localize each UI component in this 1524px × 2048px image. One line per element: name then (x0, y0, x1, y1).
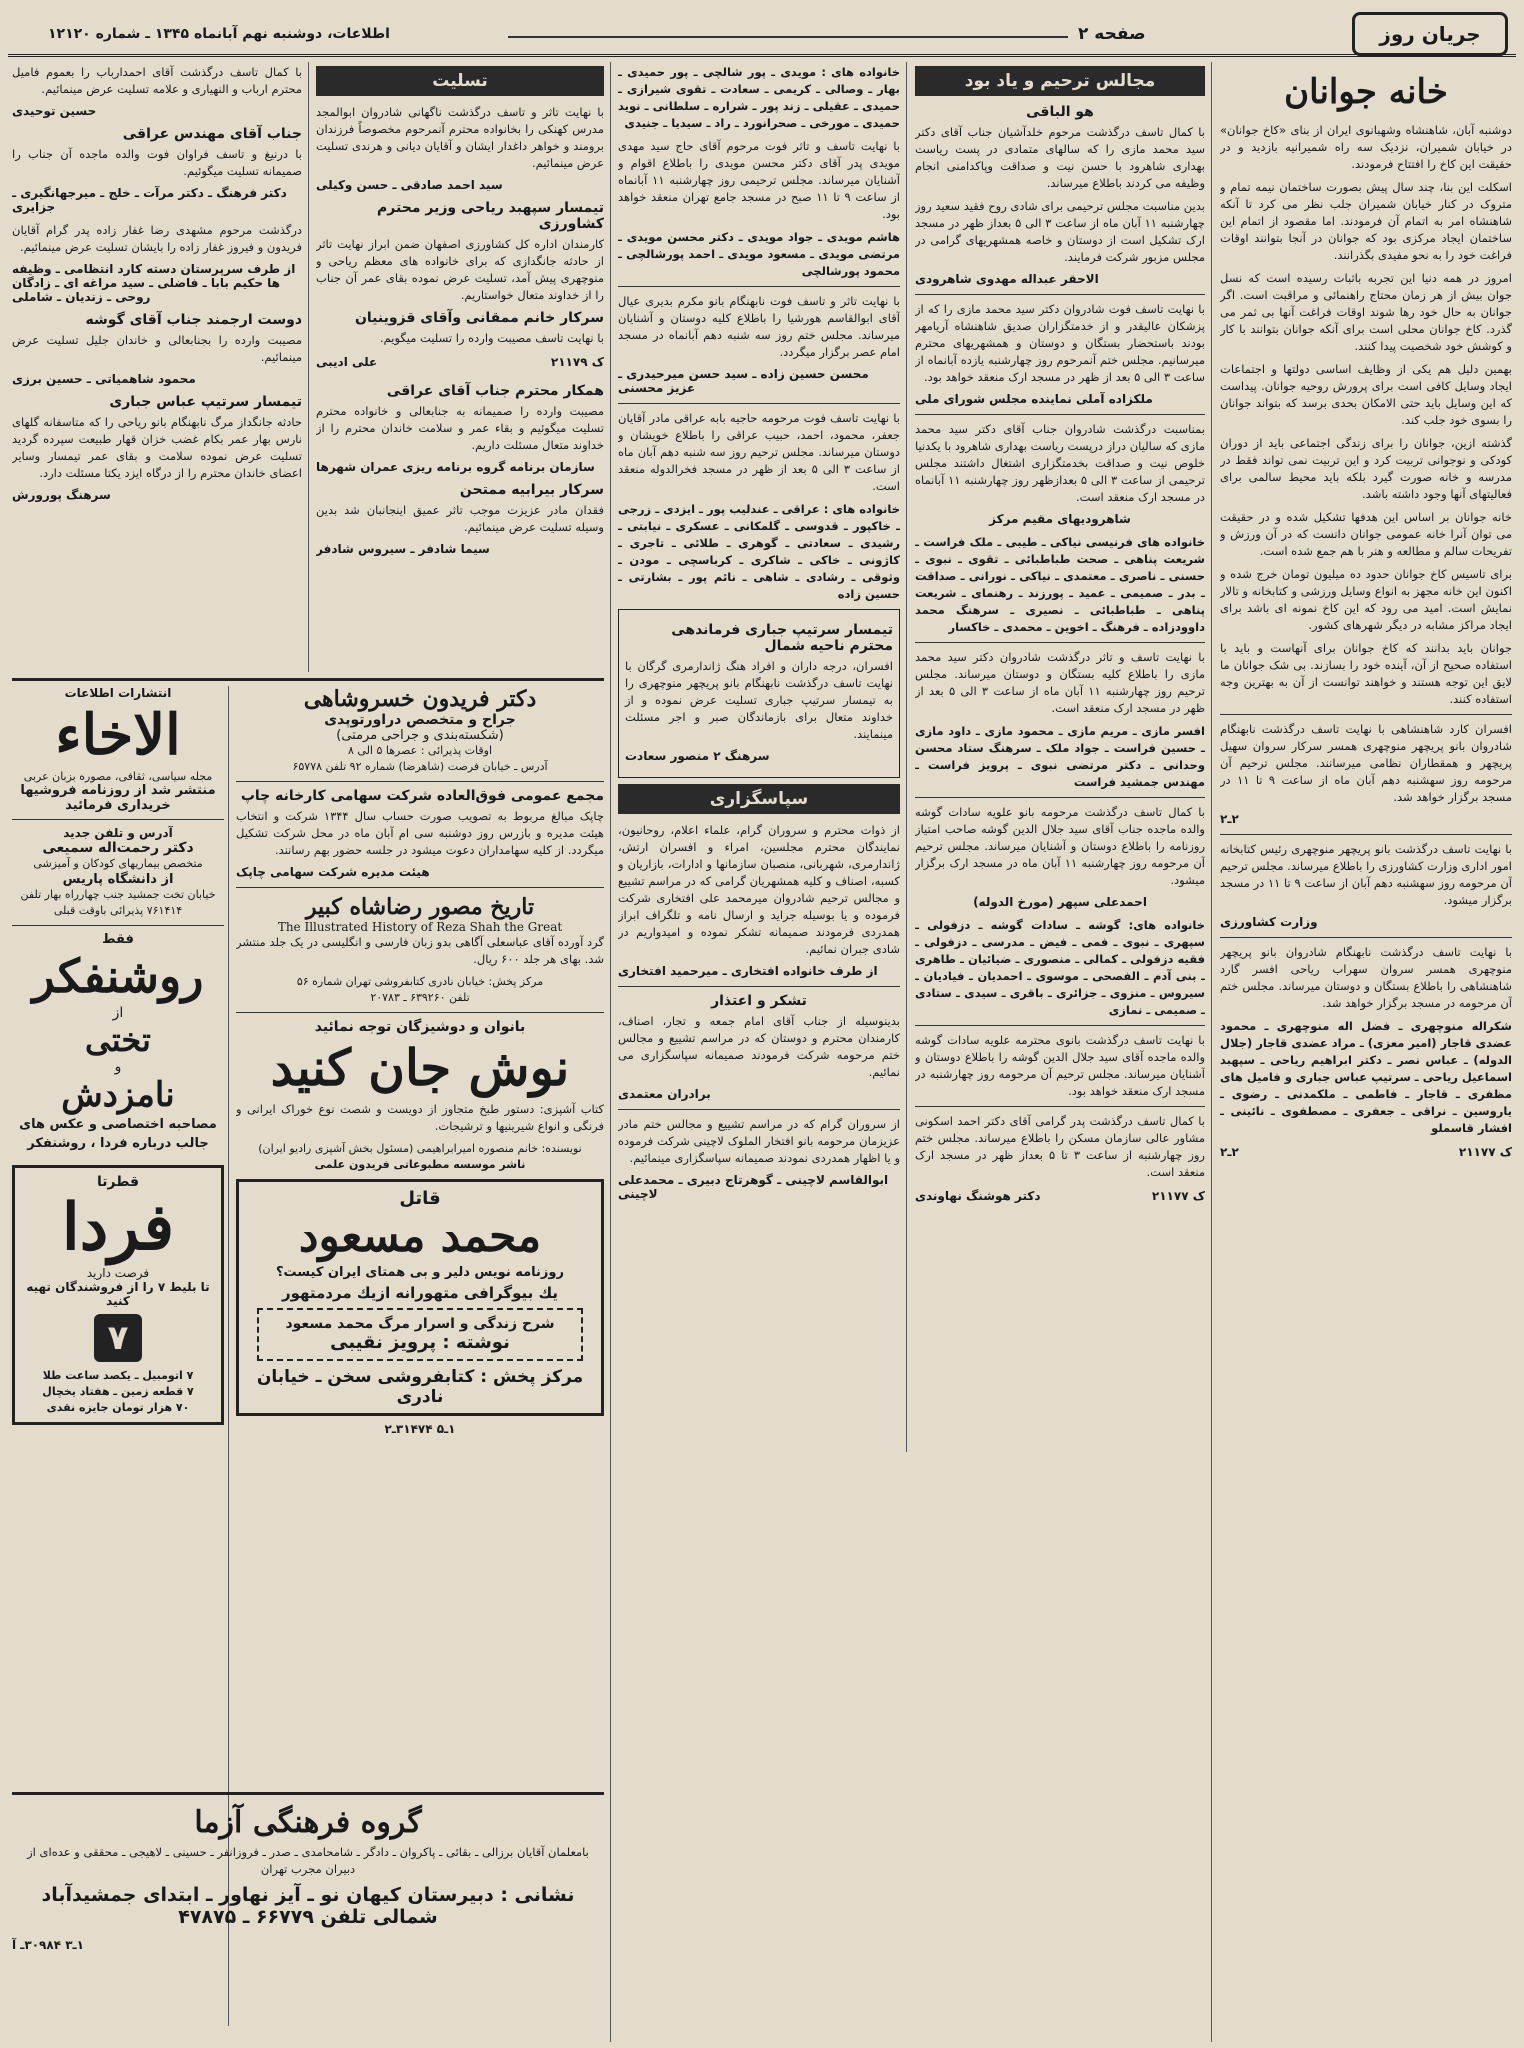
column-editorial (1220, 64, 1512, 2039)
editorial-paragraph: بهمین دلیل هم یکی از وظایف اساسی دولتها و اجتماعات ایجاد وسایل کافی است برای پرورش روحیه جوانان. پیداست که این وسایل باید حتی الامکان بحدی برسد که بتواند جوانان را بسوی خود جلب کند. (1220, 362, 1512, 427)
header-rule (508, 36, 1068, 38)
section-box: جریان روز (1352, 12, 1508, 56)
ad-roshanfekr-l1: از (112, 1005, 124, 1021)
memorial-families: خانواده های : مویدی ـ پور شالچی ـ پور حمیدی ـ بهار ـ وصالی ـ کریمی ـ سعادت ـ تقوی شیرازی ـ حمیدی ـ عقیلی ـ زند پور ـ شراره ـ سلطانی ـ نوید حمیدی ـ مورخی ـ صحرانورد ـ راد ـ سیدیا ـ جنیدی (618, 65, 900, 130)
ad-clinic (12, 826, 224, 919)
memorial-signature: الاحقر عبداله مهدوی شاهرودی (915, 272, 1099, 286)
ad-farda-line: ۷ اتومبیل ـ یکصد ساعت طلا (42, 1369, 194, 1382)
ad-massoud-author: نوشته : پرویز نقیبی (330, 1332, 510, 1353)
ad-farda-sub: فرصت دارید (86, 1266, 150, 1280)
memorial-families: خانواده های : عراقی ـ عندلیب پور ـ ایزدی ـ زرجی ـ خاکپور ـ قدوسی ـ گلمکانی ـ عسکری ـ نیابتی ـ رشیدی ـ سعادتی ـ گوهری ـ طلائی ـ تاجری ـ کاژونی ـ خاکی ـ شاکری ـ کرباسچی ـ مودن ـ وثوقی ـ رشادی ـ شاهی ـ نائم پور ـ بشارتی ـ حسین زاده (618, 502, 900, 601)
ad-roshanfekr-l3: و (114, 1059, 122, 1075)
ad-azma-title: گروه فرهنگی آزما (194, 1805, 422, 1840)
memorial-families: خانواده های: گوشه ـ سادات گوشه ـ دزفولی ـ سپهری ـ نبوی ـ فمی ـ فیض ـ مدرسی ـ دزفولی ـ فقیه دزفولی ـ کمالی ـ منصوری ـ ضیائیان ـ طاهری ـ بنی آدم ـ الفصحی ـ موسوی ـ احمدیان ـ فیادیان ـ سیروس ـ منزوی ـ جزائری ـ باقری ـ سیدی ـ ستادی ـ صمیمی ـ نمازی (915, 918, 1205, 1017)
memorial-signature: محسن حسین زاده ـ سید حسن میرحیدری ـ عزیز محسنی (618, 367, 869, 395)
condolence-signature: سرهنگ ۲ منصور سعادت (625, 749, 770, 763)
ad-ekha-text: مجله سیاسی، ثقافی، مصوره بزبان عربی (23, 770, 213, 783)
thanks-signature: ابوالقاسم لاچینی ـ گوهرتاج دبیری ـ محمدعلی لاچینی (618, 1173, 889, 1201)
condolence-title: سرکار بیرابیه ممتحن (459, 482, 604, 498)
ad-massoud (236, 1179, 604, 1416)
condolence-text: کارمندان اداره کل کشاورزی اصفهان ضمن ابراز نهایت تاثر از حادثه جانگدازی که برای خانواده های معظم ریاحی و منوچهری پیش آمد، تسلیت عرض نموده بقای عمر آن جناب را از خداوند متعال خواستاریم. (316, 237, 604, 302)
divider (1220, 714, 1512, 715)
ad-ekha-text2: منتشر شد از روزنامه فروشیها خریداری فرمائید (20, 783, 216, 813)
divider (915, 1025, 1205, 1026)
notice-signature: ۲ـ۲ (1220, 1145, 1239, 1159)
condolence-signature: محمود شاهمیاتی ـ حسین برزی (12, 372, 196, 386)
editorial-paragraph: جوانان باید بدانند که کاخ جوانان برای آنهاست و باید با استفاده صحیح از آن، آینده خود را بسازند. بی شک جوانان ما لایق این توجه هستند و خواهند توانست از آن به بهترین وجه استفاده کنند. (1220, 641, 1512, 706)
memorial-families: هاشم مویدی ـ جواد مویدی ـ دکتر محسن مویدی ـ مرتضی مویدی ـ مسعود مویدی ـ احمد پورشالچی ـ محمود پورشالچی (618, 230, 900, 278)
divider (915, 1106, 1205, 1107)
thanks-title: تشکر و اعتذار (711, 993, 807, 1009)
ads-left (12, 686, 224, 1776)
editorial-paragraph: اسکلت این بنا، چند سال پیش بصورت ساختمان نیمه تمام و متروک در کنار خیابان شمیران جلب نظر می کرد تا آنکه شاهنشاه امر به اتمام آن فرمودند. اما مقصود از اتمام این ساختمان ایجاد مرکزی بود که جوانان در آنجا بتوانند اوقات فراغت خود را به نحو مفیدی بگذرانند. (1220, 180, 1512, 262)
condolence-text: با درنیغ و تاسف فراوان فوت والده ماجده آن جناب را صمیمانه تسلیت میگوئیم. (12, 147, 302, 178)
thanks-text: از سروران گرام که در مراسم تشییع و مجالس ختم مادر عزیزمان مرحومه بانو افتخار الملوک لاچینی شرکت فرموده و یا اظهار همدردی نمودند صمیمانه سپاسگزاری مینمائیم. (618, 1117, 900, 1165)
divider (12, 819, 224, 820)
ad-book-text: گرد آورده آقای عباسعلی آگاهی بدو زبان فارسی و انگلیسی در یک جلد منتشر شد. بهای هر جلد ۶۰۰ ریال. (236, 935, 604, 966)
memorial-text: با نهایت تاسف فوت شادروان دکتر سید محمد مازی را که از پزشکان عالیقدر و از خدمتگزاران صدیق شاهنشاه آریامهر بودند باستحضار بستگان و دوستان و همشهریهای محترم میرسانیم. مجلس ختم آنمرحوم روز چهارشنبه یازده آبانماه از ساعت ۳ الی ۵ بعد از ظهر در مسجد ارک منعقد خواهد بود. (915, 302, 1205, 384)
condolence-signature: از طرف سرپرستان دسته کارد انتظامی ـ وظیفه ها حکیم بابا ـ فاضلی ـ سید مراغه ای ـ زادگان روحی ـ زندیان ـ شاملی (12, 262, 296, 304)
condolence-title: جناب آقای مهندس عراقی (122, 126, 302, 142)
ad-meeting-signature: هیئت مدیره شرکت سهامی چاپک (236, 865, 430, 879)
condolence-text: با نهایت تاسف مصیبت وارده را تسلیت میگویم. (379, 331, 604, 345)
ad-clinic-title: آدرس و تلفن جدید (63, 826, 173, 840)
divider (618, 986, 900, 987)
column-condolences-2 (12, 64, 302, 669)
ad-clinic-uni: از دانشگاه پاریس (62, 872, 174, 887)
divider (236, 887, 604, 888)
column-rule (906, 62, 907, 1452)
divider (618, 286, 900, 287)
editorial-paragraph: امروز در همه دنیا این تجربه باثبات رسیده است که نسل جوان بیش از هر زمان محتاج راهنمائی و مراقبت است. اگر جوانان به حال خود رها شوند اوقات فراغت آنها بی ثمر می گذرد. کاخ جوانان محلی است برای آنکه جوانان بتوانند با کار و کوشش خود شخصیت پیدا کنند. (1220, 271, 1512, 353)
ad-azma (12, 1802, 604, 2032)
ad-book-title: تاریخ مصور رضاشاه کبیر (305, 894, 535, 920)
notice-text: با نهایت تاسف درگذشت بانو پریچهر منوچهری رئیس کتابخانه امور اداری وزارت کشاورزی را باطلاع میرساند. مجلس ترحیم آن مرحومه روز سهشنبه دهم آبان از ساعت ۹ تا ۱۱ در مسجد برگزار میشود. (1220, 842, 1512, 907)
ad-book-address: مرکز پخش: خیابان نادری کتابفروشی تهران شماره ۵۶ (296, 975, 544, 988)
ad-roshanfekr-l2: تختی (85, 1021, 151, 1059)
ad-cookbook-text: کتاب آشپزی: دستور طبخ متجاوز از دویست و شصت نوع خوراک ایرانی و فرنگی و انواع شیرینیها و ترشیجات. (236, 1102, 604, 1133)
thanks-band: سپاسگزاری (618, 784, 900, 814)
divider (1220, 937, 1512, 938)
condolence-signature: دکتر فرهنگ ـ دکتر مرآت ـ خلج ـ میرجهانگیری ـ جزایری (12, 186, 287, 214)
condolence-text: با کمال تاسف درگذشت آقای احمدارباب را بعموم فامیل محترم ارباب و النهیاری و علامه تسلیت عرض مینمائیم. (12, 65, 302, 96)
ad-book (236, 894, 604, 1006)
condolence-title: سرکار خانم ممقانی وآقای قزوینیان (354, 310, 604, 326)
condolence-text: افسران، درجه داران و افراد هنگ ژاندارمری گرگان با نهایت تاسف درگذشت نابهنگام بانو پریچهر منوچهری را به تیمسار سرتیپ جباری تسلیت عرض نموده و از خداوند متعال برای بازماندگان صبر و اجر مسئلت مینمایند. (625, 659, 893, 741)
condolence-text: حادثه جانگداز مرگ نابهنگام بانو ریاحی را که متاسفانه گلهای نارس بهار عمر بکام غضب خزان قهار طبیعت سپرده گردید تسلیت عرض نموده سلامت و بقای عمر تیمسار وسایر اعضای خاندان محترم را از درگاه ایزد یکتا مسئلت دارد. (12, 415, 302, 480)
divider (915, 294, 1205, 295)
notice-signature: وزارت کشاورزی (1220, 915, 1318, 929)
memorial-signature: احمدعلی سپهر (مورخ الدوله) (973, 895, 1147, 909)
condolence-signature: سیما شادفر ـ سیروس شادفر (316, 542, 490, 556)
divider (618, 1109, 900, 1110)
condolence-title: همکار محترم جناب آقای عراقی (386, 383, 604, 399)
ad-massoud-inner (257, 1308, 583, 1361)
condolence-box (618, 609, 900, 778)
ad-farda-top: قطرتا (96, 1174, 140, 1190)
ad-ekha (12, 686, 224, 813)
condolence-text: مصیبت وارده را بجنابعالی و خاندان جلیل تسلیت عرض مینمائیم. (12, 333, 302, 364)
ad-clinic-name: دکتر رحمت‌اله سمیعی (42, 840, 194, 856)
ad-book-phone: تلفن ۶۳۹۲۶۰ ـ ۲۰۷۸۳ (370, 991, 470, 1004)
editorial-paragraph: خانه جوانان بر اساس این هدفها تشکیل شده و در حقیقت می توان آنرا خانه عمومی جوانان دانست که در آن ورزش و تفریحات سالم و مطالعه و هنر با هم جمع شده است. (1220, 510, 1512, 558)
editorial-paragraph: گذشته ازین، جوانان را برای زندگی اجتماعی باید از دوران کودکی و نوجوانی تربیت کرد و این تربیت نمی تواند فقط در مدرسه و خانه صورت گیرد بلکه باید محیط سالمی برای فعالیتهای آنها وجود داشته باشد. (1220, 436, 1512, 501)
thanks-signature: برادران معتمدی (618, 1087, 711, 1101)
divider (236, 781, 604, 782)
notice-signature: ۲ـ۲ (1220, 812, 1239, 826)
section-rule (12, 678, 604, 681)
ad-massoud-sub: یك بیوگرافی متهورانه ازیك مردمتهور (281, 1284, 559, 1302)
thanks-text: بدینوسیله از جناب آقای امام جمعه و تجار، اصناف، کارمندان محترم و دوستان که در مراسم تشییع و مجالس ختم مرحومه شرکت فرمودند صمیمانه سپاسگزاری می نمائیم. (618, 1014, 900, 1079)
ad-meeting-text: چاپک مبالغ مربوط به تصویب صورت حساب سال ۱۳۴۴ شرکت و انتخاب هیئت مدیره و بازرس روز دوشنبه سی ام آبان ماه در محل شرکت تشکیل میگردد. از کلیه سهامداران دعوت میشود در جلسه حضور بهم رسانند. (236, 809, 604, 857)
ad-massoud-dist: مرکز پخش : کتابفروشی سخن ـ خیابان نادری (256, 1367, 584, 1407)
thanks-signature: از طرف خانواده افتخاری ـ میرحمید افتخاری (618, 964, 878, 978)
notice-text: افسران کارد شاهنشاهی با نهایت تاسف درگذشت نابهنگام شادروان بانو پریچهر منوچهری همسر سرکار سروان سهیل پریچهر و همقطاران نظامی میرسانند. مجلس ترحیم آن مرحومه روز سهشنبه دهم آبان ماه از ساعت ۹ تا ۱۱ در مسجد برگزار خواهد شد. (1220, 722, 1512, 804)
divider (915, 414, 1205, 415)
condolence-signature: سرهنگ پورورش (12, 488, 111, 502)
ad-farda-title: فردا (61, 1190, 175, 1265)
divider (915, 642, 1205, 643)
column-condolences (316, 64, 604, 669)
ad-roshanfekr-text: مصاحبه اختصاصی و عکس های جالب درباره فردا ، روشنفکر (19, 1117, 217, 1151)
ad-ekha-title: الاخاء (55, 702, 181, 768)
ad-farda-sub2: تا بلیط ۷ را از فروشندگان تهیه کنید (26, 1280, 210, 1308)
divider (1220, 834, 1512, 835)
memorial-text: با نهایت تاسف فوت مرحومه حاجیه بابه عراقی مادر آقایان جعفر، محمود، احمد، حبیب عراقی را باطلاع خویشان و دوستان میرساند. مجلس ترحیم روز سه شنبه دهم آبان ماه از ساعت ۳ الی ۵ بعد از ظهر در مسجد فخرالدوله منعقد است. (618, 411, 900, 493)
ad-azma-phone: شمالی تلفن ۶۶۷۷۹ ـ ۴۷۸۷۵ (178, 1906, 438, 1928)
column-rule (1211, 62, 1212, 2042)
memorial-families: افسر مازی ـ مریم مازی ـ محمود مازی ـ داود مازی ـ حسین فراست ـ جواد ملک ـ سرهنگ ستاد محسن وحدانی ـ دکتر مرتضی نبوی ـ پرویز فراست ـ مهندس جمشید فراست (915, 724, 1205, 789)
ad-doctor (236, 686, 604, 775)
notice-text: با نهایت تاسف درگذشت نابهنگام شادروان بانو پریچهر منوچهری همسر سروان سهراب ریاحی افسر گارد شاهنشاهی را باطلاع بستگان و دوستان میرساند. مجلس ختم آن مرحومه در مسجد برگزار خواهد شد. (1220, 945, 1512, 1010)
thanks-text: از ذوات محترم و سروران گرام، علماء اعلام، روحانیون، نمایندگان محترم مجلسین، امراء و افسران ارتش، ژاندارمری، شهربانی، منصبان سازمانها و ادارات، بازاریان و کسبه، اصناف و کلیه همشهریان گرامی که در مراسم تشییع و مجالس ترحیم شادروان میرمحمد علی افتخاری شرکت فرموده و یا بوسیله جراید و ارسال نامه و تلگراف ابراز همدردی فرمودند صمیمانه تشکر نموده و امیدواریم در شادی جبران نمائیم. (618, 823, 900, 956)
ad-massoud-top: قاتل (399, 1188, 441, 1209)
condolence-title: تیمسار سرتیپ عباس جباری (109, 394, 302, 410)
ad-meeting (236, 788, 604, 879)
ad-doctor-subtitle: (شکسته‌بندی و جراحی مرمتی) (336, 728, 504, 743)
notice-families: شکراله منوچهری ـ فضل اله منوچهری ـ محمود عضدی قاجار (امیر معزی) ـ مراد عضدی قاجار (جلال الدوله) ـ عباس نصر ـ دکتر ابراهیم ریاحی ـ سپهبد اسماعیل ریاحی ـ سرتیپ عباس جباری و فامیل های مظفری ـ قاجار ـ فاطمی ـ ملکمدنی ـ رضوی ـ یاروسین ـ نراقی ـ جعفری ـ مصطفوی ـ نائینی ـ افشار قاسملو (1220, 1019, 1512, 1135)
header-page-number: صفحه ۲ (1078, 24, 1146, 44)
ad-farda-line: ۷ قطعه زمین ـ هفتاد یخچال (42, 1385, 194, 1398)
condolence-text: درگذشت مرحوم مشهدی رضا غفار زاده پدر گرام آقایان فریدون و فیروز غفار زاده را بایشان تسلیت عرض مینمائیم. (12, 223, 302, 254)
condolence-title: دوست ارجمند جناب آقای گوشه (85, 312, 302, 328)
memorial-signature: ملکزاده آملی نماینده مجلس شورای ملی (915, 392, 1153, 406)
memorial-text: با کمال تاسف درگذشت پدر گرامی آقای دکتر احمد اسکونی مشاور عالی سازمان مسکن را باطلاع میرساند. مجلس ختم روز چهارشنبه از ساعت ۳ تا ۵ بعداز ظهر در مسجد ارک منعقد است. (915, 1114, 1205, 1179)
condolences-band: تسلیت (316, 66, 604, 96)
ad-clinic-spec: متخصص بیماریهای کودکان و آمیزشی (33, 857, 203, 870)
ads-middle (236, 686, 604, 1976)
condolence-text: مصیبت وارده را صمیمانه به جنابعالی و خانواده محترم تسلیت میگوئیم و بقاء عمر و سلامت خاندان محترم را از خداوند متعال مسئلت داریم. (316, 404, 604, 452)
condolence-signature: علی ادیبی (316, 355, 378, 369)
divider (236, 1012, 604, 1013)
ad-massoud-text: شرح زندگی و اسرار مرگ محمد مسعود (285, 1316, 555, 1332)
memorial-text: با نهایت تاسف و تاثر درگذشت شادروان دکتر سید محمد مازی را باطلاع کلیه بستگان و دوستان میرساند. مجلس ترحیم روز چهارشنبه ۱۱ آبان ماه از ساعت ۳ الی ۵ بعد از ظهر در مسجد ارک منعقد است. (915, 650, 1205, 715)
editorial-paragraph: دوشنبه آبان، شاهنشاه وشهبانوی ایران از بنای «کاخ جوانان» در خیابان شمیران، نزدیک سه راه شمیرانیه بازدید و در حقیقت این کاخ را افتتاح فرمودند. (1220, 123, 1512, 171)
divider (12, 925, 224, 926)
condolence-code: ک ۲۱۱۷۹ (550, 355, 604, 369)
divider (618, 403, 900, 404)
memorial-text: با نهایت تاسف درگذشت بانوی محترمه علویه سادات گوشه والده ماجده آقای سید جلال الدین گوشه را باطلاع دوستان و آشنایان میرساند. مجلس ترحیم آن مرحومه روز چهارشنبه در مسجد ارک منعقد خواهد بود. (915, 1033, 1205, 1098)
memorial-text: با کمال تاسف درگذشت مرحومه بانو علویه سادات گوشه والده ماجده جناب آقای سید جلال الدین گوشه صاحب امتیاز روزنامه را باطلاع دوستان و آشنایان میرساند. مجلس ترحیم آن مرحومه روز چهارشنبه ۱۱ آبان ماه در مسجد ارک برگزار میشود. (915, 805, 1205, 887)
column-memorials (915, 64, 1205, 2039)
ad-azma-address: نشانی : دبیرستان کیهان نو ـ آیز نهاور ـ ابتدای جمشیدآباد (41, 1884, 575, 1906)
ad-roshanfekr (12, 932, 224, 1153)
ad-cookbook-publisher: ناشر موسسه مطبوعاتی فریدون علمی (314, 1158, 526, 1171)
memorial-families: خانواده های فرنیسی نیاکی ـ طیبی ـ ملک فراست ـ شریعت پناهی ـ صحت طباطبائی ـ تقوی ـ نبوی ـ حسنی ـ ناصری ـ معتمدی ـ نیاکی ـ نورانی ـ صداقت ـ بدر ـ صمیمی ـ عمید ـ پورزند ـ رهنمای ـ شریعت پناهی ـ طباطبائی ـ نصیری ـ سرهنگ محمد داوودزاده ـ فرهنگ ـ اخوین ـ محمدی ـ خاکسار (915, 535, 1205, 634)
memorial-heading: هو الباقی (1026, 104, 1094, 120)
ad-doctor-name: دکتر فریدون خسروشاهی (303, 686, 537, 712)
ad-farda (12, 1165, 224, 1425)
ad-roshanfekr-l4: نامزدش (61, 1075, 175, 1115)
ad-roshanfekr-title: روشنفکر (32, 949, 204, 1003)
memorial-code: ک ۲۱۱۷۷ (1151, 1189, 1205, 1203)
memorial-text: بدین مناسبت مجلس ترحیمی برای شادی روح فقید سعید روز چهارشنبه ۱۱ آبان ماه از ساعت ۳ الی ۵ بعداز ظهر در مسجد ارک تشکیل است از دوستان و خاصه همشهریهای گرامی در مجلس مزبور شرکت فرمایند. (915, 199, 1205, 264)
memorial-text: با کمال تاسف درگذشت مرحوم خلدآشیان جناب آقای دکتر سید محمد مازی را که سالهای متمادی در پست ریاست بهداری شاهرود با حسن نیت و صداقت وپاکدامنی انجام وظیفه می کردند باطلاع میرساند. (915, 125, 1205, 190)
condolence-signature: سید احمد صادقی ـ حسن وکیلی (316, 178, 503, 192)
ad-azma-text: بامعلمان آقایان برزالی ـ بقائی ـ پاکروان ـ دادگر ـ شامحامدی ـ صدر ـ فروزانفر ـ حسینی ـ لاهیجی ـ محققی و عده‌ای از دبیران مجرب تهران (27, 1845, 589, 1876)
editorial-paragraph: برای تاسیس کاخ جوانان حدود ده میلیون تومان خرج شده و اکنون این خانه مجهز به انواع وسایل ورزشی و کتابخانه و تالار نمایش است. امید می رود که این کاخ نمونه ای باشد برای ایجاد مراکز مشابه در دیگر شهرهای کشور. (1220, 567, 1512, 632)
header-date-line: اطلاعات، دوشنبه نهم آبانماه ۱۳۴۵ ـ شماره ۱۲۱۲۰ (48, 26, 390, 42)
ad-cookbook (236, 1019, 604, 1173)
memorial-text: بمناسبت درگذشت شادروان جناب آقای دکتر سید محمد مازی که سالیان دراز درپست ریاست بهداری شاهرود با یکدنیا خلوص نیت و صداقت بخدمتگزاری اشتغال داشتند مجلس ترحیمی از ساعت ۳ الی ۵ بعدازظهر روز چهارشنبه ۱۱ آبانماه در مسجد ارک منعقد است. (915, 422, 1205, 504)
ad-cookbook-author: نویسنده: خانم منصوره امیرابراهیمی (مسئول بخش آشپزی رادیو ایران) (258, 1142, 582, 1155)
condolence-title: تیمسار سپهبد ریاحی وزیر محترم کشاورزی (377, 200, 604, 232)
ad-doctor-hours: اوقات پذیرائی : عصرها ۵ الی ۸ (347, 744, 493, 757)
ad-doctor-address: آدرس ـ خیابان فرصت (شاهرضا) شماره ۹۲ تلفن ۶۵۷۷۸ (292, 760, 548, 773)
ad-massoud-code: ۱ـ۵ ۳۱۴۷۴ـ۲ (384, 1422, 456, 1436)
editorial-title: خانه جوانان (1284, 72, 1448, 112)
newspaper-page (8, 6, 1516, 2042)
ad-cookbook-title: نوش جان کنید (270, 1038, 570, 1097)
column-rule (308, 62, 309, 672)
divider (915, 797, 1205, 798)
ad-doctor-title: جراح و متخصص دراورتوپدی (324, 712, 516, 728)
section-rule (12, 1792, 604, 1795)
notice-code: ک ۲۱۱۷۷ (1458, 1145, 1512, 1159)
ad-ekha-top: انتشارات اطلاعات (64, 686, 172, 700)
ad-farda-line: ۷۰ هزار تومان جایزه نقدی (46, 1401, 190, 1414)
memorial-signature: دکتر هوشنگ نهاوندی (915, 1189, 1041, 1203)
memorial-text: با نهایت تاثر و تاسف فوت نابهنگام بانو مکرم بدیری عیال آقای ابوالقاسم هورشیا را باطلاع کلیه دوستان و آشنایان میرساند. مجلس ختم روز سه شنبه دهم آبانماه در مسجد امام عصر برگزار میگردد. (618, 294, 900, 359)
condolence-signature: سازمان برنامه گروه برنامه ریزی عمران شهرها (316, 460, 595, 474)
ad-azma-code: ۱ـ۳ ۳۰۹۸۴ـ آ (12, 1938, 84, 1952)
ad-massoud-question: روزنامه نویس دلیر و بی همتای ایران کیست؟ (276, 1265, 564, 1280)
condolence-signature: حسین توحیدی (12, 104, 97, 118)
ad-book-subtitle-en: The Illustrated History of Reza Shah the Great (277, 920, 563, 934)
column-memorials-2 (618, 64, 900, 2039)
memorials-band: مجالس ترحیم و یاد بود (915, 66, 1205, 96)
memorial-text: با نهایت تاسف و تاثر فوت مرحوم آقای حاج سید مهدی مویدی پدر آقای دکتر محسن مویدی را باطلاع اقوام و آشنایان میرساند. مجلس ترحیمی روز چهارشنبه ۱۱ آبانماه از ساعت ۹ تا ۱۱ صبح در مسجد جامع تهران منعقد خواهد بود. (618, 139, 900, 221)
ad-cookbook-heading: بانوان و دوشیزگان توجه نمائید (314, 1019, 526, 1035)
page-header (8, 6, 1516, 57)
ad-clinic-address: خیابان تخت جمشید جنب چهارراه بهار تلفن ۷۶۱۴۱۴ پذیرائی باوقت قبلی (20, 888, 216, 917)
condolence-text: فقدان مادر عزیزت موجب تاثر عمیق اینجانبان شد بدین وسیله تسلیت عرض مینمائیم. (316, 503, 604, 534)
condolence-title: تیمسار سرتیپ جباری فرماندهی محترم ناحیه شمال (671, 622, 893, 654)
memorial-signature: شاهرودیهای مقیم مرکز (989, 512, 1131, 526)
ad-roshanfekr-top: فقط (102, 932, 134, 947)
ad-massoud-title: محمد مسعود (298, 1211, 542, 1262)
ad-meeting-title: مجمع عمومی فوق‌العاده شرکت سهامی کارخانه چاپ (240, 788, 604, 804)
condolence-text: با نهایت تاثر و تاسف درگذشت ناگهانی شادروان ابوالمجد مدرس کهنکی را بخانواده محترم آنمرحوم مخصوصاً فرزندان برومند و خواهر داغدار ایشان و آقایان دیانی و هرندی تسلیت عرض مینمائیم. (316, 105, 604, 170)
ad-farda-badge: ۷ (94, 1314, 142, 1362)
column-rule (610, 62, 611, 2042)
